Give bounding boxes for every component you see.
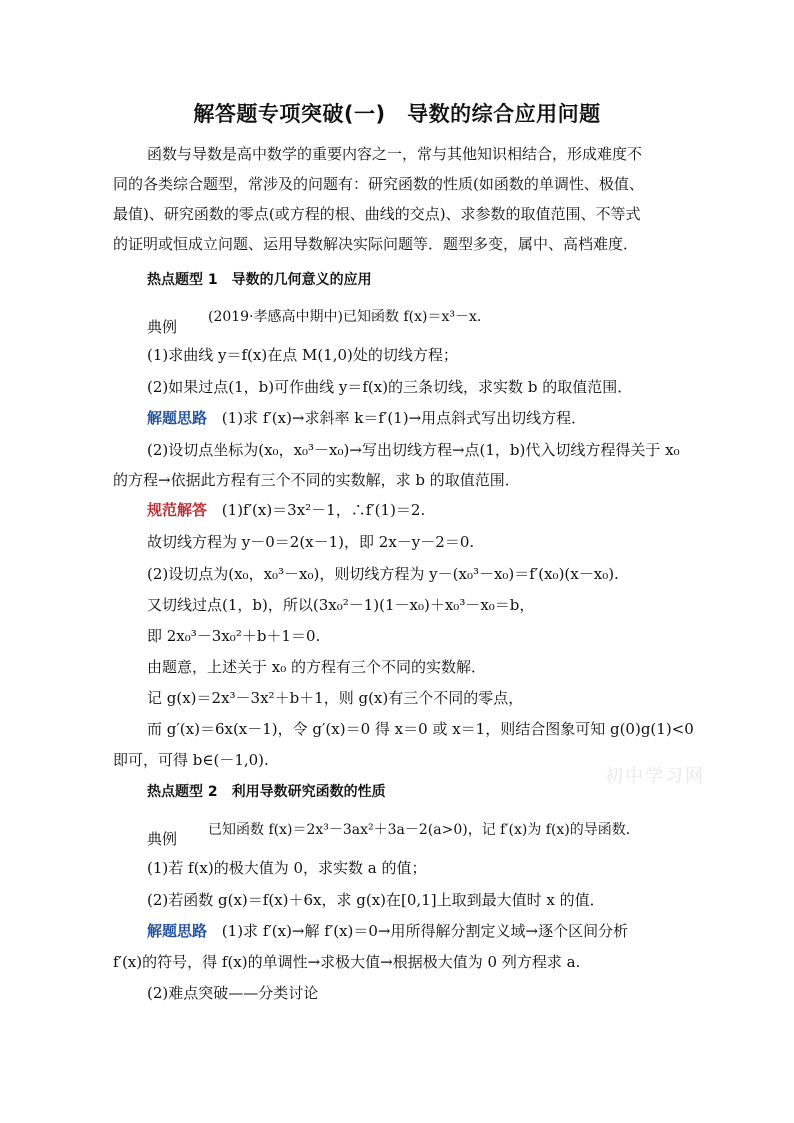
example-1-answer-7: 记 g(x)＝2x³－3x²＋b＋1，则 g(x)有三个不同的零点，: [147, 689, 524, 707]
answer-text: (1)f′(x)＝3x²－1，∴f′(1)＝2.: [221, 501, 426, 519]
example-1-idea-1: [147, 408, 586, 428]
example-1-answer-2: 故切线方程为 y－0＝2(x－1)，即 2x－y－2＝0.: [147, 533, 475, 551]
intro-line-1: 函数与导数是高中数学的重要内容之一，常与其他知识相结合，形成难度不: [147, 145, 643, 163]
idea-text: (1)求 f′(x)→求斜率 k＝f′(1)→用点斜式写出切线方程．: [221, 409, 587, 427]
example-1-answer-8: 而 g′(x)＝6x(x－1)，令 g′(x)＝0 得 x＝0 或 x＝1，则结合图象可知 g(0)g(1)<0: [147, 720, 694, 738]
idea-label: 解题思路: [147, 409, 208, 427]
section-1-heading: 热点题型 1 导数的几何意义的应用: [147, 272, 372, 288]
idea-text: (1)求 f′(x)→解 f′(x)＝0→用所得解分割定义域→逐个区间分析: [221, 922, 629, 940]
answer-label: 规范解答: [147, 501, 208, 519]
example-1-question-1: (1)求曲线 y＝f(x)在点 M(1,0)处的切线方程；: [147, 346, 458, 364]
example-2-idea-1a: [147, 921, 628, 941]
example-2-idea-2: (2)难点突破——分类讨论: [147, 984, 319, 1002]
intro-line-2: 同的各类综合题型，常涉及的问题有：研究函数的性质(如函数的单调性、极值、: [113, 175, 644, 193]
example-1-answer-6: 由题意，上述关于 x₀ 的方程有三个不同的实数解．: [147, 658, 487, 676]
example-2-question-1: (1)若 f(x)的极大值为 0，求实数 a 的值；: [147, 859, 427, 877]
example-2-question-2: (2)若函数 g(x)＝f(x)＋6x，求 g(x)在[0,1]上取到最大值时 x 的值．: [147, 891, 605, 909]
example-1-answer-1: [147, 500, 425, 520]
example-1-idea-2a: (2)设切点坐标为(x₀，x₀³－x₀)→写出切线方程→点(1，b)代入切线方程得关于 x₀: [147, 441, 680, 459]
example-1-answer-4: 又切线过点(1，b)，所以(3x₀²－1)(1－x₀)＋x₀³－x₀＝b，: [147, 596, 535, 614]
section-2-heading: 热点题型 2 利用导数研究函数的性质: [147, 784, 386, 800]
example-1-answer-9: 即可，可得 b∈(－1,0).: [113, 751, 269, 769]
example-1-answer-3: (2)设切点为(x₀，x₀³－x₀)，则切线方程为 y－(x₀³－x₀)＝f′(x₀)(x－x₀).: [147, 565, 619, 583]
example-1-idea-2b: 的方程→依据此方程有三个不同的实数解，求 b 的取值范围．: [113, 471, 520, 489]
intro-line-4: 的证明或恒成立问题、运用导数解决实际问题等．题型多变，属中、高档难度．: [113, 235, 639, 253]
example-2-tag: 典例: [147, 830, 178, 848]
idea-label: 解题思路: [147, 922, 208, 940]
page-title: 解答题专项突破(一) 导数的综合应用问题: [193, 102, 601, 126]
example-2-idea-1b: f′(x)的符号，得 f(x)的单调性→求极大值→根据极大值为 0 列方程求 a.: [113, 953, 581, 971]
example-1-answer-5: 即 2x₀³－3x₀²＋b＋1＝0.: [147, 627, 321, 645]
example-1-tag: 典例: [147, 318, 178, 336]
example-1-text: (2019·孝感高中期中)已知函数 f(x)＝x³－x.: [208, 309, 482, 325]
example-1-question-2: (2)如果过点(1，b)可作曲线 y＝f(x)的三条切线，求实数 b 的取值范围．: [147, 378, 633, 396]
watermark: 初中学习网: [605, 766, 705, 787]
example-2-text: 已知函数 f(x)＝2x³－3ax²＋3a－2(a>0)，记 f′(x)为 f(x)的导函数．: [208, 822, 640, 838]
intro-line-3: 最值)、研究函数的零点(或方程的根、曲线的交点)、求参数的取值范围、不等式: [113, 205, 641, 223]
